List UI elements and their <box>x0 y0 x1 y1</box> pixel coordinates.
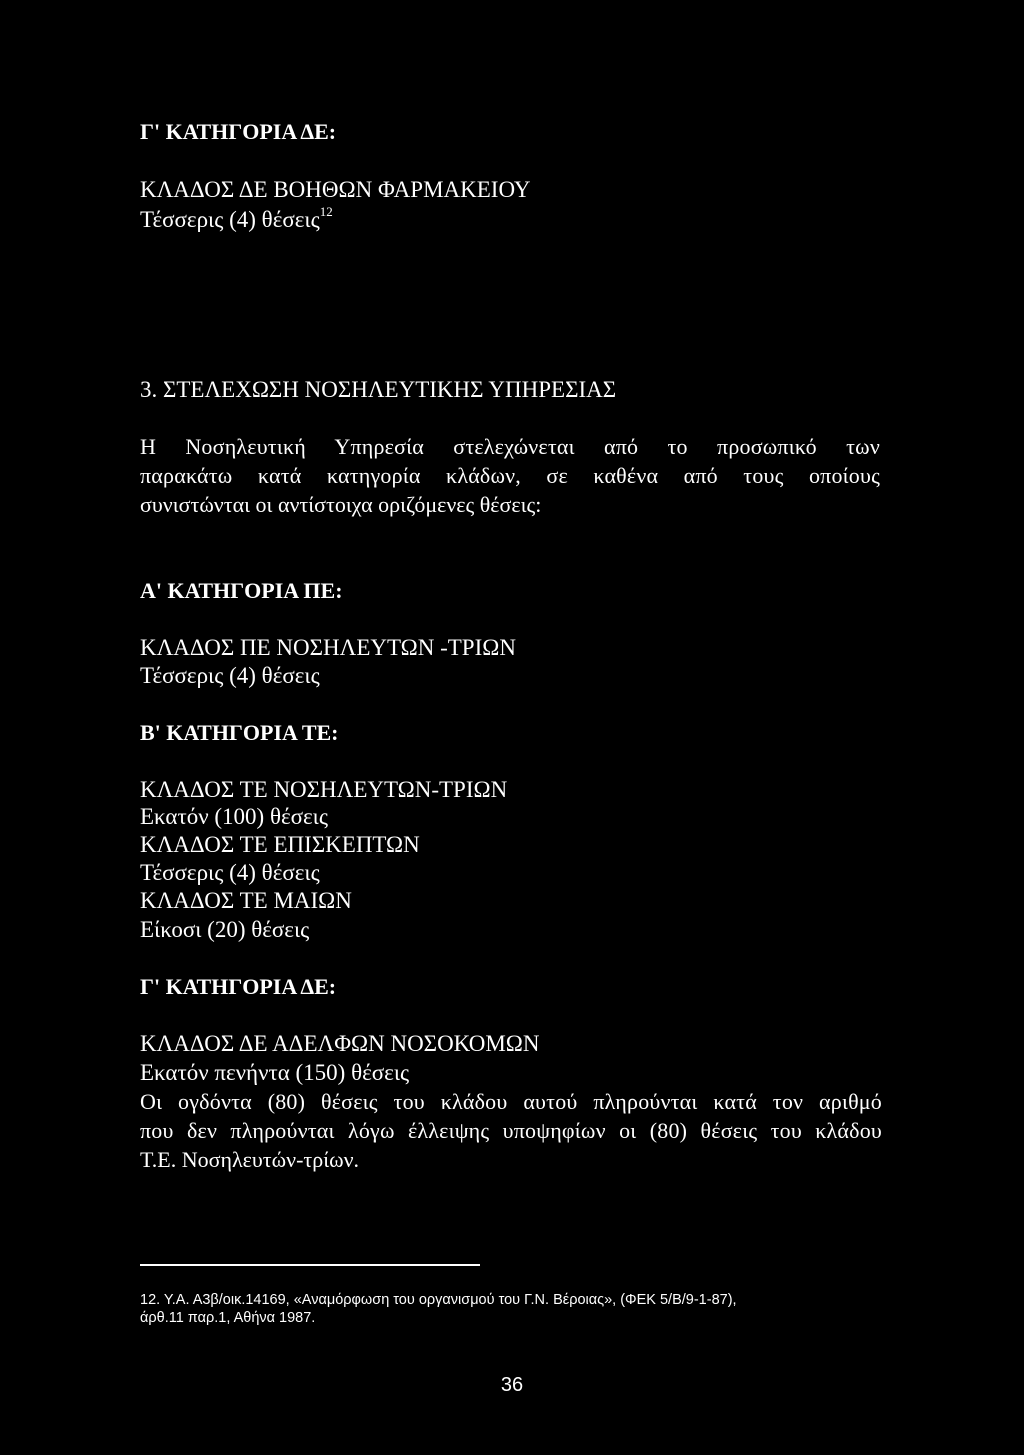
intro-line-2: παρακάτω κατά κατηγορία κλάδων, σε καθένα από τους οποίους <box>140 463 880 488</box>
category-b-line-5: ΚΛΑΔΟΣ ΤΕ ΜΑΙΩΝ <box>140 888 352 913</box>
category-b-line-2: Εκατόν (100) θέσεις <box>140 804 328 829</box>
intro-line-1: Η Νοσηλευτική Υπηρεσία στελεχώνεται από το προσωπικό των <box>140 434 880 459</box>
category-a-positions: Τέσσερις (4) θέσεις <box>140 663 320 688</box>
category-b-line-4: Τέσσερις (4) θέσεις <box>140 860 320 885</box>
category-a-heading: Α' ΚΑΤΗΓΟΡΙΑ ΠΕ: <box>140 578 343 603</box>
category-c-note-line-2: που δεν πληρούνται λόγω έλλειψης υποψηφίων οι (80) θέσεις του κλάδου <box>140 1118 882 1143</box>
page-number: 36 <box>500 1374 524 1396</box>
section-title: 3. ΣΤΕΛΕΧΩΣΗ ΝΟΣΗΛΕΥΤΙΚΗΣ ΥΠΗΡΕΣΙΑΣ <box>140 377 617 402</box>
category-b-line-3: ΚΛΑΔΟΣ ΤΕ ΕΠΙΣΚΕΠΤΩΝ <box>140 832 420 857</box>
footnote-separator <box>140 1264 480 1266</box>
category-a-branch: ΚΛΑΔΟΣ ΠΕ ΝΟΣΗΛΕΥΤΩΝ -ΤΡΙΩΝ <box>140 635 516 660</box>
category-c-note-line-1: Οι ογδόντα (80) θέσεις του κλάδου αυτού πληρούνται κατά τον αριθμό <box>140 1089 882 1114</box>
positions-pharmacy-assistants <box>140 206 333 234</box>
intro-line-3: συνιστώνται οι αντίστοιχα οριζόμενες θέσεις: <box>140 492 542 517</box>
category-c-heading-top: Γ' ΚΑΤΗΓΟΡΙΑ ΔΕ: <box>140 119 337 144</box>
category-b-line-6: Είκοσι (20) θέσεις <box>140 917 310 942</box>
footnote-line-2: άρθ.11 παρ.1, Αθήνα 1987. <box>140 1310 316 1326</box>
category-c-heading: Γ' ΚΑΤΗΓΟΡΙΑ ΔΕ: <box>140 974 337 999</box>
branch-pharmacy-assistants: ΚΛΑΔΟΣ ΔΕ ΒΟΗΘΩΝ ΦΑΡΜΑΚΕΙΟΥ <box>140 177 531 202</box>
footnote-reference: 12 <box>319 204 333 219</box>
category-c-positions: Εκατόν πενήντα (150) θέσεις <box>140 1060 410 1085</box>
category-c-branch: ΚΛΑΔΟΣ ΔΕ ΑΔΕΛΦΩΝ ΝΟΣΟΚΟΜΩΝ <box>140 1031 540 1056</box>
category-b-heading: Β' ΚΑΤΗΓΟΡΙΑ ΤΕ: <box>140 720 339 745</box>
category-c-note-line-3: Τ.Ε. Νοσηλευτών-τρίων. <box>140 1147 360 1172</box>
footnote-line-1: 12. Υ.Α. Α3β/οικ.14169, «Αναμόρφωση του οργανισμού του Γ.Ν. Βέροιας», (ΦΕΚ 5/Β/9-1-87), <box>140 1292 737 1308</box>
positions-text: Τέσσερις (4) θέσεις <box>140 207 320 232</box>
category-b-line-1: ΚΛΑΔΟΣ ΤΕ ΝΟΣΗΛΕΥΤΩΝ-ΤΡΙΩΝ <box>140 777 508 802</box>
